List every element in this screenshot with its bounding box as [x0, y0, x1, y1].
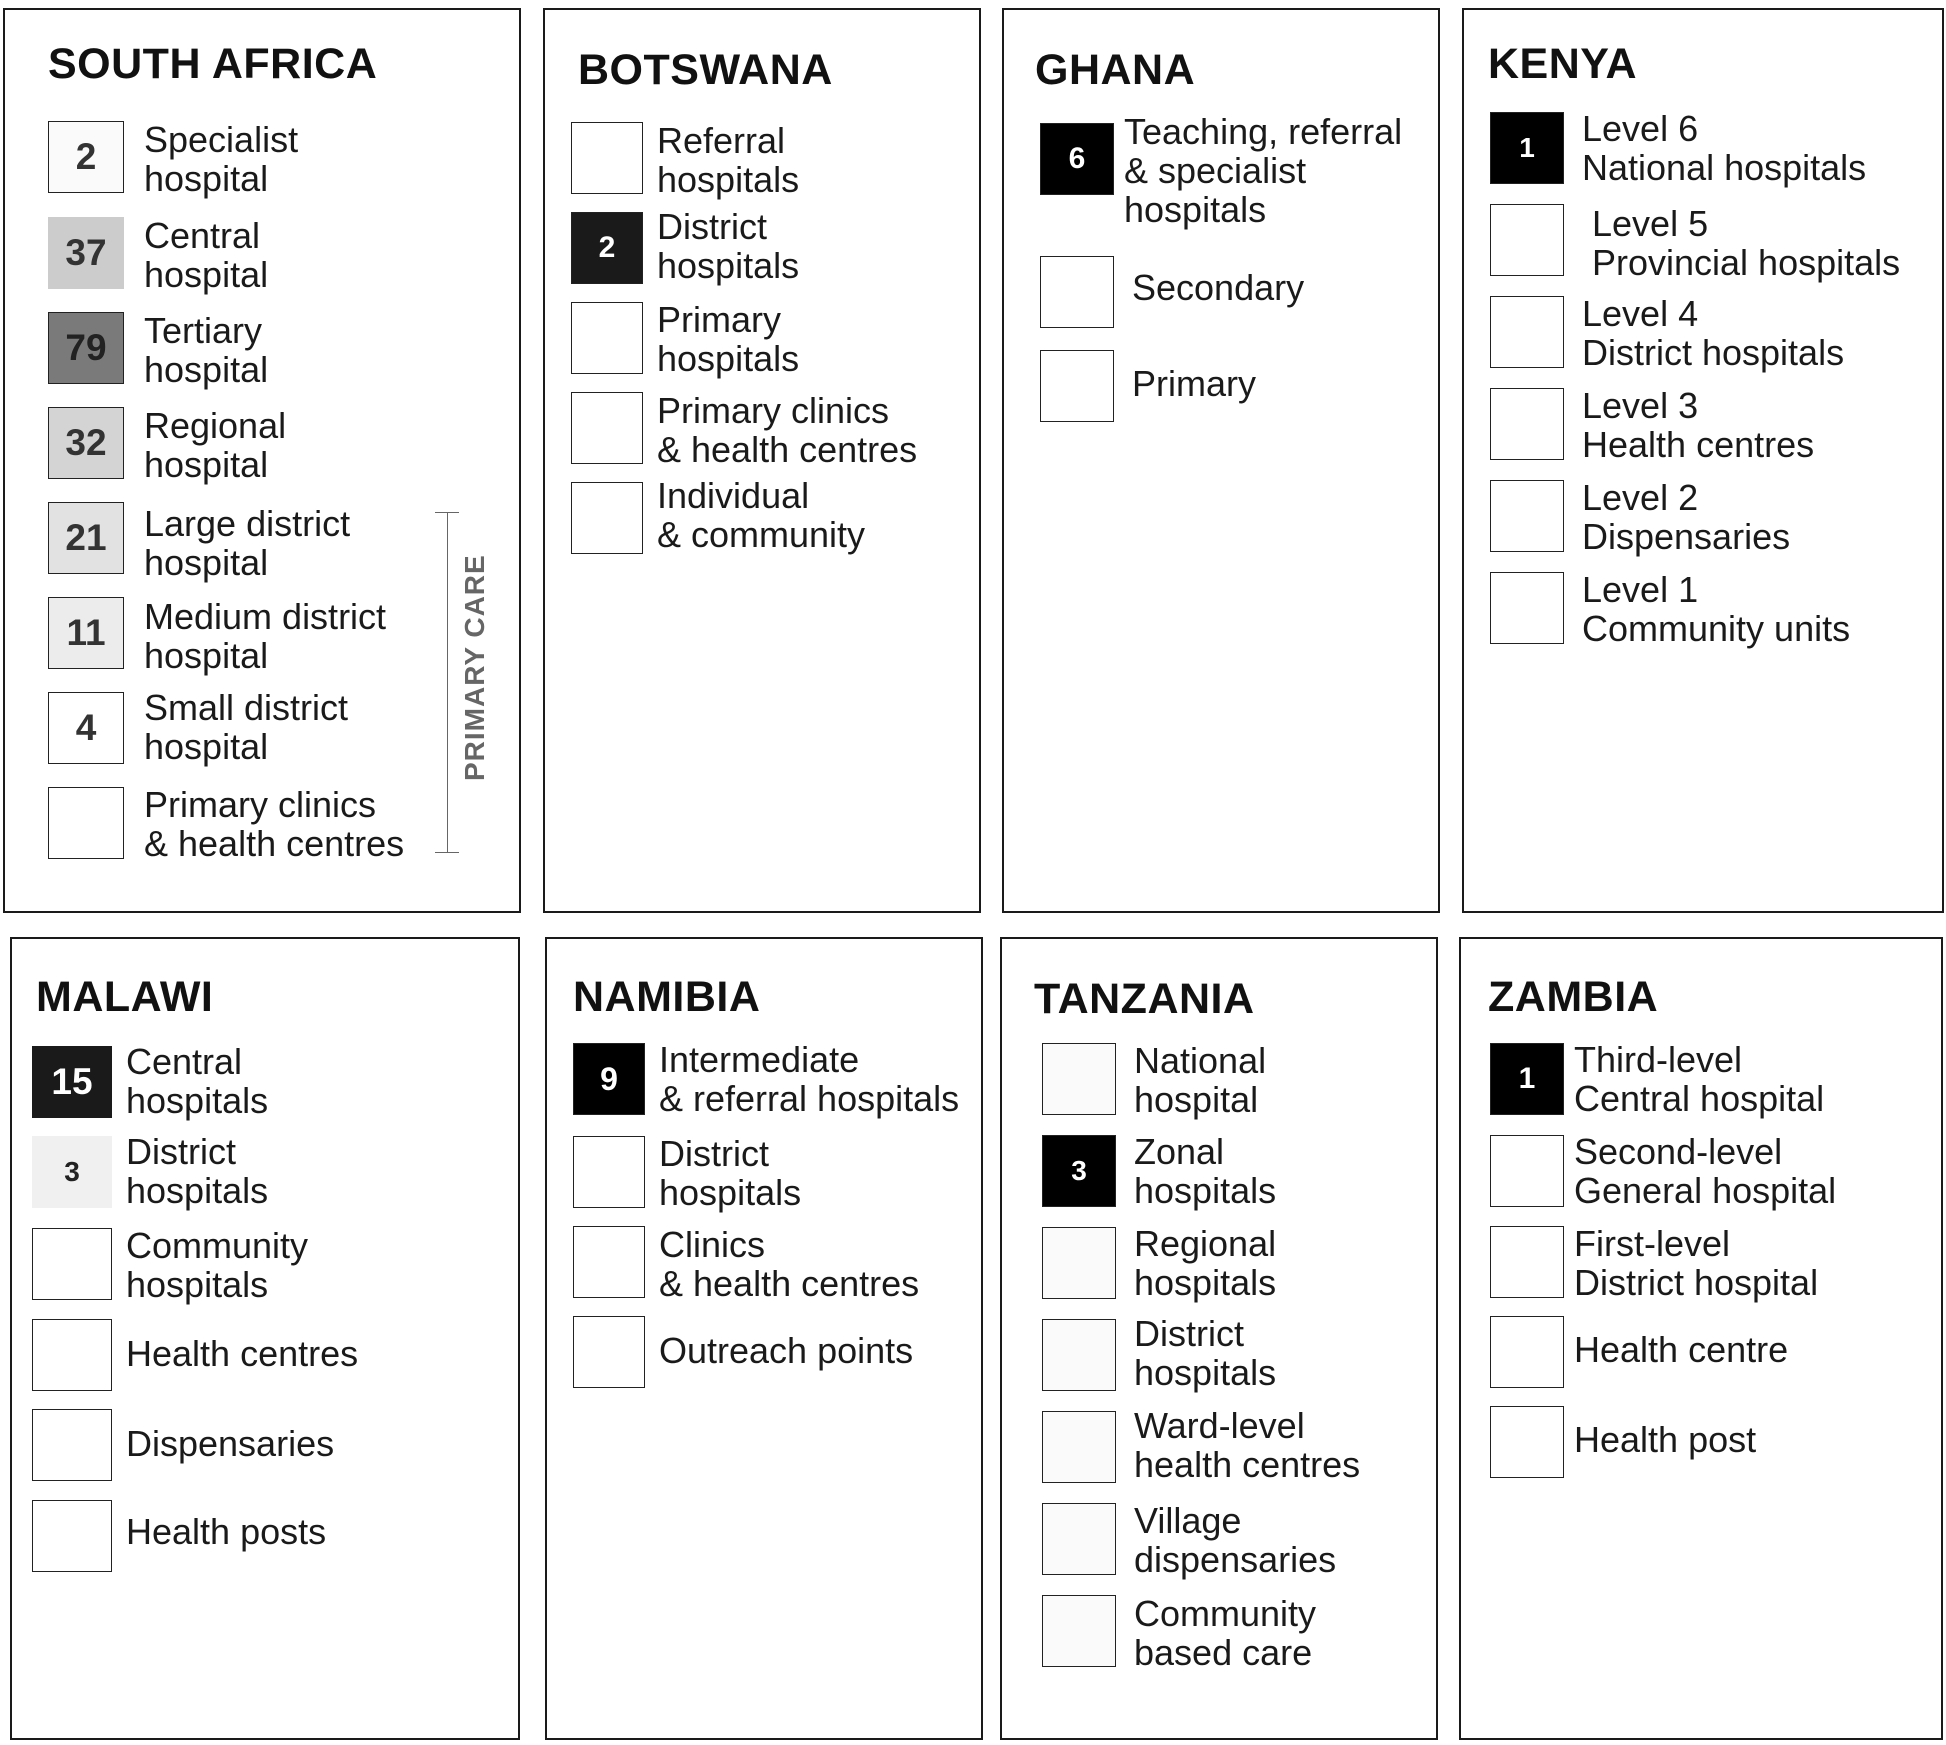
panel-title: NAMIBIA [573, 973, 761, 1021]
level-label: Health posts [126, 1511, 327, 1552]
count-box [32, 1319, 112, 1391]
count-box: 1 [1490, 1043, 1564, 1115]
level-label: Level 5 Provincial hospitals [1592, 203, 1901, 283]
count-box [573, 1136, 645, 1208]
level-label: Teaching, referral & specialist hospitals [1124, 111, 1403, 230]
count-box [1042, 1503, 1116, 1575]
level-label: Level 4 District hospitals [1582, 293, 1845, 373]
count-box [1040, 256, 1114, 328]
level-label: Central hospitals [126, 1041, 269, 1121]
count-box [1490, 1226, 1564, 1298]
level-label: Intermediate & referral hospitals [659, 1039, 960, 1119]
count-box: 3 [32, 1136, 112, 1208]
level-label: Level 3 Health centres [1582, 385, 1815, 465]
count-box: 2 [48, 121, 124, 193]
level-label: Second-level General hospital [1574, 1131, 1837, 1211]
panel-title: ZAMBIA [1488, 973, 1659, 1021]
level-label: Specialist hospital [144, 119, 299, 199]
level-label: District hospitals [657, 206, 800, 286]
count-box [1490, 1316, 1564, 1388]
primary-care-label: PRIMARY CARE [459, 554, 490, 781]
level-label: Primary [1132, 363, 1256, 404]
panel-namibia [545, 937, 983, 1740]
count-box: 79 [48, 312, 124, 384]
level-label: Health post [1574, 1419, 1757, 1460]
count-box [1490, 296, 1564, 368]
count-box [573, 1316, 645, 1388]
count-box: 32 [48, 407, 124, 479]
level-label: Tertiary hospital [144, 310, 269, 390]
level-label: First-level District hospital [1574, 1223, 1819, 1303]
level-label: Primary clinics & health centres [657, 390, 918, 470]
level-label: Dispensaries [126, 1423, 335, 1464]
count-box: 37 [48, 217, 124, 289]
count-box [571, 392, 643, 464]
level-label: Regional hospital [144, 405, 287, 485]
count-box [573, 1226, 645, 1298]
panel-south-africa [3, 8, 521, 913]
level-label: District hospitals [126, 1131, 269, 1211]
count-box [1042, 1319, 1116, 1391]
level-label: Outreach points [659, 1330, 914, 1371]
count-box [32, 1228, 112, 1300]
count-box [32, 1409, 112, 1481]
level-label: Central hospital [144, 215, 269, 295]
level-label: Ward-level health centres [1134, 1405, 1361, 1485]
level-label: Large district hospital [144, 503, 351, 583]
panel-botswana [543, 8, 981, 913]
count-box [1040, 350, 1114, 422]
count-box [1490, 388, 1564, 460]
level-label: Secondary [1132, 267, 1305, 308]
count-box: 6 [1040, 123, 1114, 195]
count-box [571, 482, 643, 554]
count-box: 1 [1490, 112, 1564, 184]
primary-care-bracket-bottom [435, 852, 459, 853]
panel-title: GHANA [1035, 46, 1196, 94]
count-box [1490, 1406, 1564, 1478]
level-label: Level 1 Community units [1582, 569, 1851, 649]
count-box [1490, 572, 1564, 644]
count-box: 11 [48, 597, 124, 669]
count-box [1490, 1135, 1564, 1207]
level-label: District hospitals [659, 1133, 802, 1213]
level-label: Small district hospital [144, 687, 349, 767]
panel-title: SOUTH AFRICA [48, 40, 378, 88]
primary-care-bracket [447, 512, 448, 852]
count-box [32, 1500, 112, 1572]
level-label: Referral hospitals [657, 120, 800, 200]
count-box: 15 [32, 1046, 112, 1118]
level-label: District hospitals [1134, 1313, 1277, 1393]
count-box [1042, 1227, 1116, 1299]
level-label: National hospital [1134, 1040, 1267, 1120]
count-box [1042, 1043, 1116, 1115]
panel-tanzania [1000, 937, 1438, 1740]
panel-malawi [10, 937, 520, 1740]
count-box [571, 122, 643, 194]
count-box [48, 787, 124, 859]
count-box [1490, 204, 1564, 276]
count-box: 21 [48, 502, 124, 574]
count-box [1490, 480, 1564, 552]
count-box [571, 302, 643, 374]
level-label: Community hospitals [126, 1225, 309, 1305]
panel-zambia [1459, 937, 1943, 1740]
panel-title: MALAWI [36, 973, 214, 1021]
panel-title: KENYA [1488, 40, 1638, 88]
level-label: Level 6 National hospitals [1582, 108, 1867, 188]
panel-title: TANZANIA [1034, 975, 1255, 1023]
count-box: 9 [573, 1043, 645, 1115]
count-box: 2 [571, 212, 643, 284]
level-label: Medium district hospital [144, 596, 387, 676]
count-box: 3 [1042, 1135, 1116, 1207]
count-box: 4 [48, 692, 124, 764]
level-label: Individual & community [657, 475, 866, 555]
level-label: Village dispensaries [1134, 1500, 1337, 1580]
level-label: Zonal hospitals [1134, 1131, 1277, 1211]
count-box [1042, 1595, 1116, 1667]
panel-ghana [1002, 8, 1440, 913]
panel-title: BOTSWANA [578, 46, 833, 94]
level-label: Community based care [1134, 1593, 1317, 1673]
level-label: Level 2 Dispensaries [1582, 477, 1791, 557]
panel-kenya [1462, 8, 1944, 913]
level-label: Health centre [1574, 1329, 1789, 1370]
level-label: Primary hospitals [657, 299, 800, 379]
level-label: Regional hospitals [1134, 1223, 1277, 1303]
count-box [1042, 1411, 1116, 1483]
level-label: Third-level Central hospital [1574, 1039, 1825, 1119]
level-label: Health centres [126, 1333, 359, 1374]
level-label: Primary clinics & health centres [144, 784, 405, 864]
level-label: Clinics & health centres [659, 1224, 920, 1304]
